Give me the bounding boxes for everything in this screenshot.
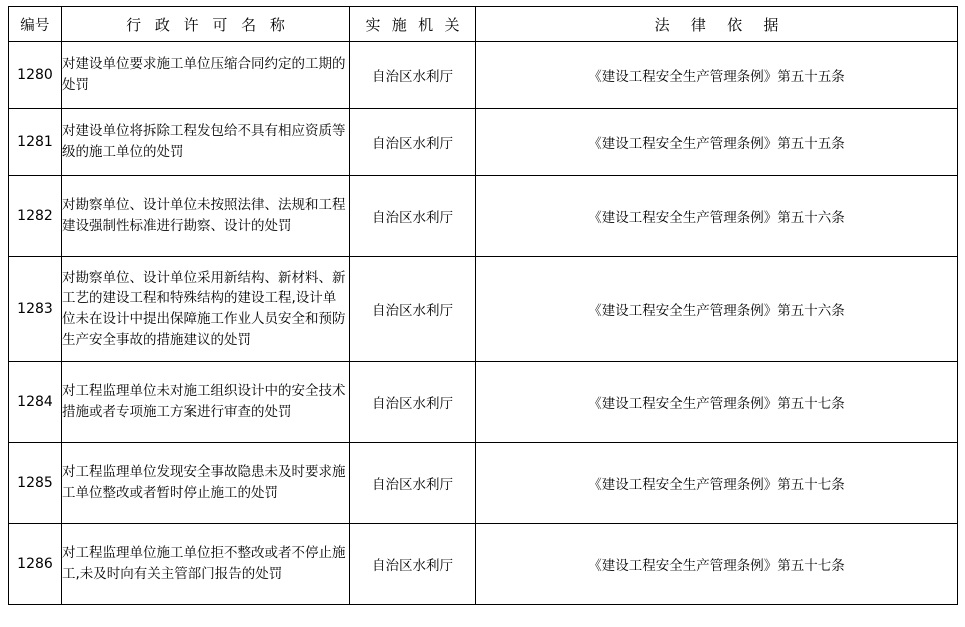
cell-name: 对工程监理单位施工单位拒不整改或者不停止施工,未及时向有关主管部门报告的处罚 bbox=[62, 524, 350, 605]
cell-number: 1281 bbox=[9, 109, 62, 176]
cell-number: 1280 bbox=[9, 42, 62, 109]
table-row bbox=[9, 109, 958, 176]
table-row bbox=[9, 443, 958, 524]
table-row bbox=[9, 42, 958, 109]
cell-organ: 自治区水利厅 bbox=[350, 176, 476, 257]
table-row bbox=[9, 362, 958, 443]
cell-number: 1286 bbox=[9, 524, 62, 605]
cell-name: 对勘察单位、设计单位未按照法律、法规和工程建设强制性标准进行勘察、设计的处罚 bbox=[62, 176, 350, 257]
cell-name: 对工程监理单位发现安全事故隐患未及时要求施工单位整改或者暂时停止施工的处罚 bbox=[62, 443, 350, 524]
table-row bbox=[9, 176, 958, 257]
cell-number: 1285 bbox=[9, 443, 62, 524]
cell-basis: 《建设工程安全生产管理条例》第五十七条 bbox=[476, 524, 958, 605]
administrative-permit-table bbox=[8, 6, 958, 605]
cell-basis: 《建设工程安全生产管理条例》第五十六条 bbox=[476, 176, 958, 257]
cell-basis: 《建设工程安全生产管理条例》第五十五条 bbox=[476, 109, 958, 176]
cell-name: 对建设单位将拆除工程发包给不具有相应资质等级的施工单位的处罚 bbox=[62, 109, 350, 176]
column-header-name: 行 政 许 可 名 称 bbox=[62, 7, 350, 42]
cell-organ: 自治区水利厅 bbox=[350, 109, 476, 176]
cell-basis: 《建设工程安全生产管理条例》第五十五条 bbox=[476, 42, 958, 109]
cell-name: 对勘察单位、设计单位采用新结构、新材料、新工艺的建设工程和特殊结构的建设工程,设计单位未在设计中提出保障施工作业人员安全和预防生产安全事故的措施建议的处罚 bbox=[62, 257, 350, 362]
table-row bbox=[9, 524, 958, 605]
cell-organ: 自治区水利厅 bbox=[350, 443, 476, 524]
cell-number: 1284 bbox=[9, 362, 62, 443]
table-header bbox=[9, 7, 958, 42]
cell-basis: 《建设工程安全生产管理条例》第五十六条 bbox=[476, 257, 958, 362]
table-header-row bbox=[9, 7, 958, 42]
cell-organ: 自治区水利厅 bbox=[350, 362, 476, 443]
cell-basis: 《建设工程安全生产管理条例》第五十七条 bbox=[476, 362, 958, 443]
table-row bbox=[9, 257, 958, 362]
table-body bbox=[9, 42, 958, 605]
cell-basis: 《建设工程安全生产管理条例》第五十七条 bbox=[476, 443, 958, 524]
cell-name: 对建设单位要求施工单位压缩合同约定的工期的处罚 bbox=[62, 42, 350, 109]
column-header-organ: 实 施 机 关 bbox=[350, 7, 476, 42]
cell-number: 1282 bbox=[9, 176, 62, 257]
cell-number: 1283 bbox=[9, 257, 62, 362]
cell-organ: 自治区水利厅 bbox=[350, 257, 476, 362]
cell-name: 对工程监理单位未对施工组织设计中的安全技术措施或者专项施工方案进行审查的处罚 bbox=[62, 362, 350, 443]
cell-organ: 自治区水利厅 bbox=[350, 42, 476, 109]
column-header-number: 编号 bbox=[9, 7, 62, 42]
cell-organ: 自治区水利厅 bbox=[350, 524, 476, 605]
column-header-basis: 法 律 依 据 bbox=[476, 7, 958, 42]
